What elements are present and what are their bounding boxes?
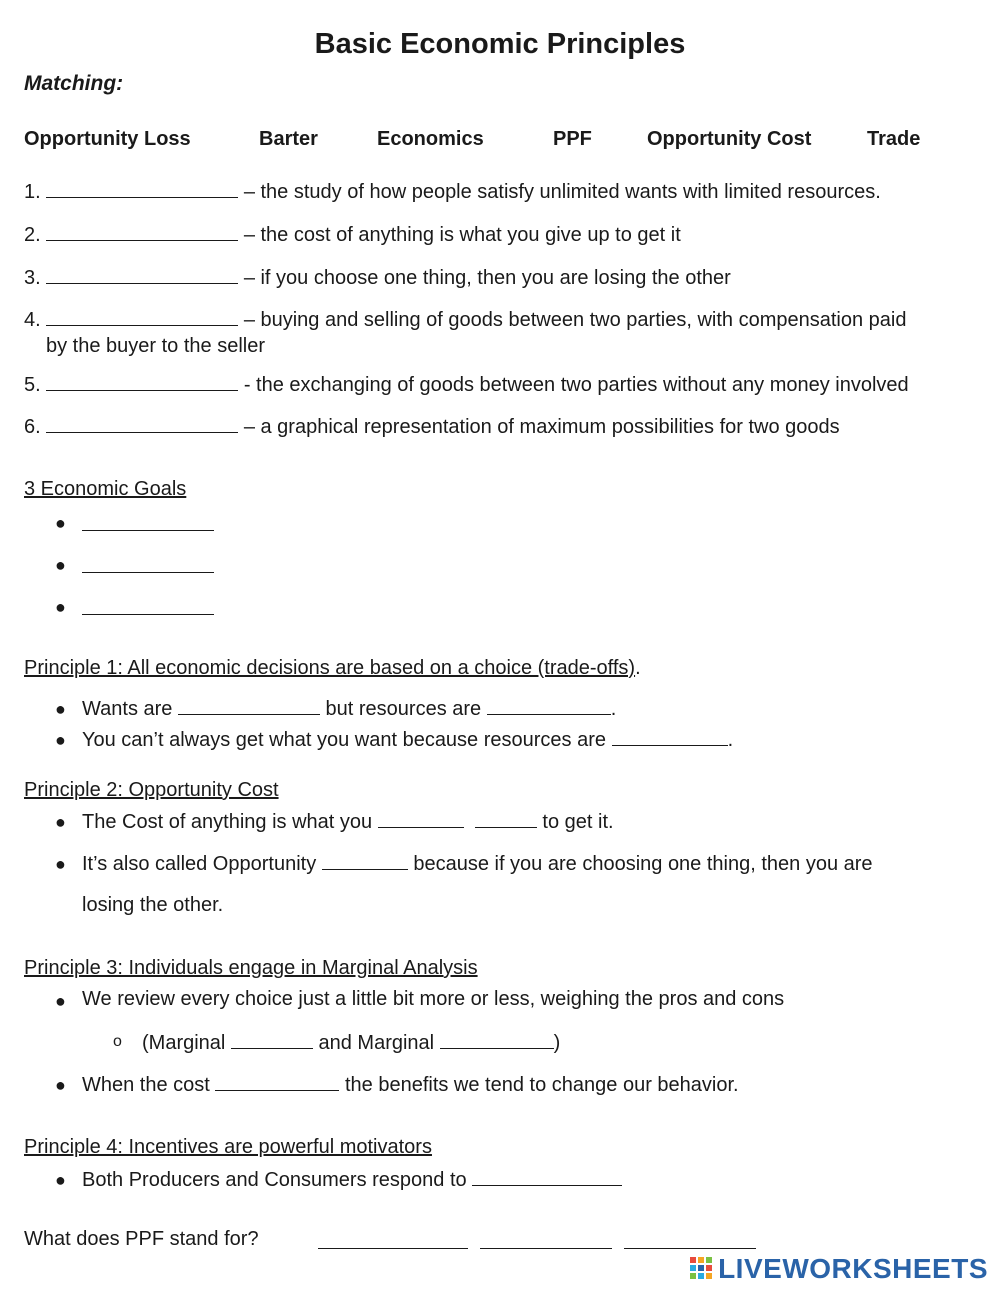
matching-item-4 — [24, 307, 906, 332]
answer-blank-2[interactable] — [46, 222, 238, 241]
matching-item-5 — [24, 372, 909, 397]
item-number: 2. — [24, 224, 41, 246]
principle-2-bullet-1: The Cost of anything is what you to get it. — [82, 811, 614, 833]
bullet-icon: ● — [55, 1170, 66, 1190]
matching-item-2 — [24, 222, 681, 247]
circle-bullet-icon: o — [113, 1033, 122, 1050]
item-definition: – buying and selling of goods between two parties, with compensation paid — [243, 309, 907, 331]
item-number: 1. — [24, 181, 41, 203]
word-bank-opportunity-cost: Opportunity Cost — [647, 128, 812, 150]
item-number: 3. — [24, 267, 41, 289]
marginal-benefit-blank[interactable] — [231, 1030, 313, 1049]
principle-3-sub-bullet: (Marginal and Marginal ) — [142, 1032, 561, 1054]
item-definition: – the study of how people satisfy unlimited wants with limited resources. — [243, 181, 881, 203]
answer-blank-3[interactable] — [46, 265, 238, 284]
give-blank[interactable] — [378, 809, 464, 828]
logo-text: LIVEWORKSHEETS — [718, 1253, 988, 1284]
matching-item-6 — [24, 414, 840, 439]
principle-2-heading: Principle 2: Opportunity Cost — [24, 779, 279, 801]
answer-blank-1[interactable] — [46, 179, 238, 198]
principle-1-bullet-1: Wants are but resources are . — [82, 698, 617, 720]
bullet-icon: ● — [55, 730, 66, 750]
principle-4-heading: Principle 4: Incentives are powerful motivators — [24, 1136, 432, 1158]
item-definition: - the exchanging of goods between two parties without any money involved — [243, 374, 909, 396]
bullet-icon: ● — [55, 991, 66, 1011]
item-number: 5. — [24, 374, 41, 396]
goal-blank-1[interactable] — [82, 512, 214, 531]
liveworksheets-logo-icon — [689, 1256, 715, 1282]
ppf-blank-possibilities[interactable] — [480, 1230, 612, 1249]
resources-blank[interactable] — [487, 696, 611, 715]
bullet-icon: ● — [55, 513, 66, 533]
bullet-icon: ● — [55, 555, 66, 575]
bullet-icon: ● — [55, 1075, 66, 1095]
item-number: 6. — [24, 416, 41, 438]
opportunity-blank[interactable] — [322, 851, 408, 870]
matching-label: Matching: — [24, 72, 124, 95]
item-number: 4. — [24, 309, 41, 331]
item-definition-continued: by the buyer to the seller — [46, 335, 266, 357]
goal-blank-2[interactable] — [82, 554, 214, 573]
answer-blank-5[interactable] — [46, 372, 238, 391]
incentives-blank[interactable] — [472, 1167, 622, 1186]
answer-blank-6[interactable] — [46, 414, 238, 433]
page-title: Basic Economic Principles — [314, 28, 686, 60]
scarce-blank[interactable] — [612, 727, 728, 746]
principle-4-bullet-1: Both Producers and Consumers respond to — [82, 1167, 622, 1192]
bullet-icon: ● — [55, 699, 66, 719]
word-bank-trade: Trade — [867, 128, 921, 150]
liveworksheets-logo — [689, 1252, 988, 1286]
principle-1-heading: Principle 1: All economic decisions are based on a choice (trade-offs). — [24, 657, 641, 679]
wants-blank[interactable] — [178, 696, 320, 715]
goal-blank-3[interactable] — [82, 596, 214, 615]
ppf-blank-frontier[interactable] — [624, 1230, 756, 1249]
principle-2-bullet-2-continued: losing the other. — [82, 894, 224, 916]
answer-blank-4[interactable] — [46, 307, 238, 326]
word-bank-opportunity-loss: Opportunity Loss — [24, 128, 191, 150]
ppf-blank-production[interactable] — [318, 1230, 468, 1249]
principle-3-bullet-1: We review every choice just a little bit more or less, weighing the pros and cons — [82, 988, 785, 1010]
ppf-question: What does PPF stand for? — [24, 1228, 259, 1250]
bullet-icon: ● — [55, 812, 66, 832]
principle-2-bullet-2: It’s also called Opportunity because if you are choosing one thing, then you are — [82, 853, 873, 875]
goals-heading: 3 Economic Goals — [24, 478, 187, 500]
item-definition: – if you choose one thing, then you are losing the other — [243, 267, 731, 289]
principle-1-bullet-2: You can’t always get what you want because resources are . — [82, 729, 734, 751]
outweighs-blank[interactable] — [215, 1072, 339, 1091]
item-definition: – a graphical representation of maximum possibilities for two goods — [243, 416, 840, 438]
word-bank-economics: Economics — [377, 128, 484, 150]
marginal-cost-blank[interactable] — [440, 1030, 554, 1049]
principle-3-bullet-2: When the cost the benefits we tend to change our behavior. — [82, 1074, 739, 1096]
up-blank[interactable] — [475, 809, 537, 828]
item-definition: – the cost of anything is what you give up to get it — [243, 224, 681, 246]
word-bank-ppf: PPF — [553, 128, 592, 150]
bullet-icon: ● — [55, 854, 66, 874]
word-bank-barter: Barter — [259, 128, 318, 150]
bullet-icon: ● — [55, 597, 66, 617]
principle-3-heading: Principle 3: Individuals engage in Marginal Analysis — [24, 957, 478, 979]
matching-item-3 — [24, 265, 731, 290]
matching-item-1 — [24, 179, 881, 204]
